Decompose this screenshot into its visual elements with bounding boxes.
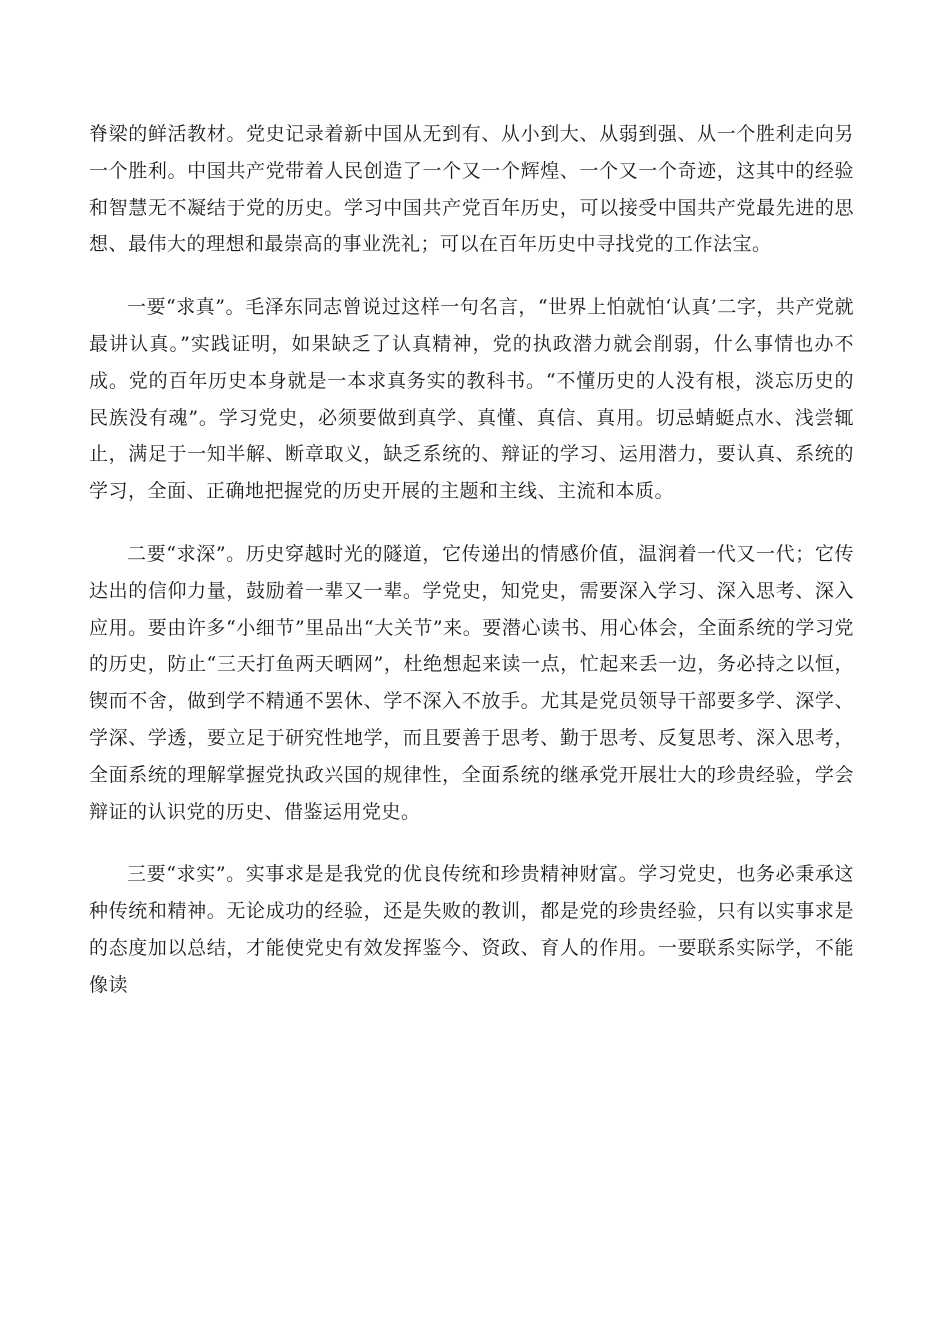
document-body xyxy=(89,116,854,1030)
paragraph-qiushen: 二要“求深”。历史穿越时光的隧道，它传递出的情感价值，温润着一代又一代；它传达出的信仰力量，鼓励着一辈又一辈。学党史，知党史，需要深入学习、深入思考、深入应用。要由许多“小细节”里品出“大关节”来。要潜心读书、用心体会，全面系统的学习党的历史，防止“三天打鱼两天晒网”，杜绝想起来读一点，忙起来丢一边，务必持之以恒，锲而不舍，做到学不精通不罢休、学不深入不放手。尤其是党员领导干部要多学、深学、学深、学透，要立足于研究性地学，而且要善于思考、勤于思考、反复思考、深入思考，全面系统的理解掌握党执政兴国的规律性，全面系统的继承党开展壮大的珍贵经验，学会辩证的认识党的历史、借鉴运用党史。 xyxy=(89,542,854,823)
paragraph-qiuzhen: 一要“求真”。毛泽东同志曾说过这样一句名言，“世界上怕就怕‘认真’二字，共产党就最讲认真。”实践证明，如果缺乏了认真精神，党的执政潜力就会削弱，什么事情也办不成。党的百年历史本身就是一本求真务实的教科书。“不懂历史的人没有根，淡忘历史的民族没有魂”。学习党史，必须要做到真学、真懂、真信、真用。切忌蜻蜓点水、浅尝辄止，满足于一知半解、断章取义，缺乏系统的、辩证的学习、运用潜力，要认真、系统的学习，全面、正确地把握党的历史开展的主题和主线、主流和本质。 xyxy=(89,296,854,503)
paragraph-qiushi: 三要“求实”。实事求是是我党的优良传统和珍贵精神财富。学习党史，也务必秉承这种传统和精神。无论成功的经验，还是失败的教训，都是党的珍贵经验，只有以实事求是的态度加以总结，才能使党史有效发挥鉴今、资政、育人的作用。一要联系实际学，不能像读 xyxy=(89,863,854,996)
paragraph-intro: 脊梁的鲜活教材。党史记录着新中国从无到有、从小到大、从弱到强、从一个胜利走向另一个胜利。中国共产党带着人民创造了一个又一个辉煌、一个又一个奇迹，这其中的经验和智慧无不凝结于党的历史。学习中国共产党百年历史，可以接受中国共产党最先进的思想、最伟大的理想和最崇高的事业洗礼；可以在百年历史中寻找党的工作法宝。 xyxy=(89,123,854,256)
